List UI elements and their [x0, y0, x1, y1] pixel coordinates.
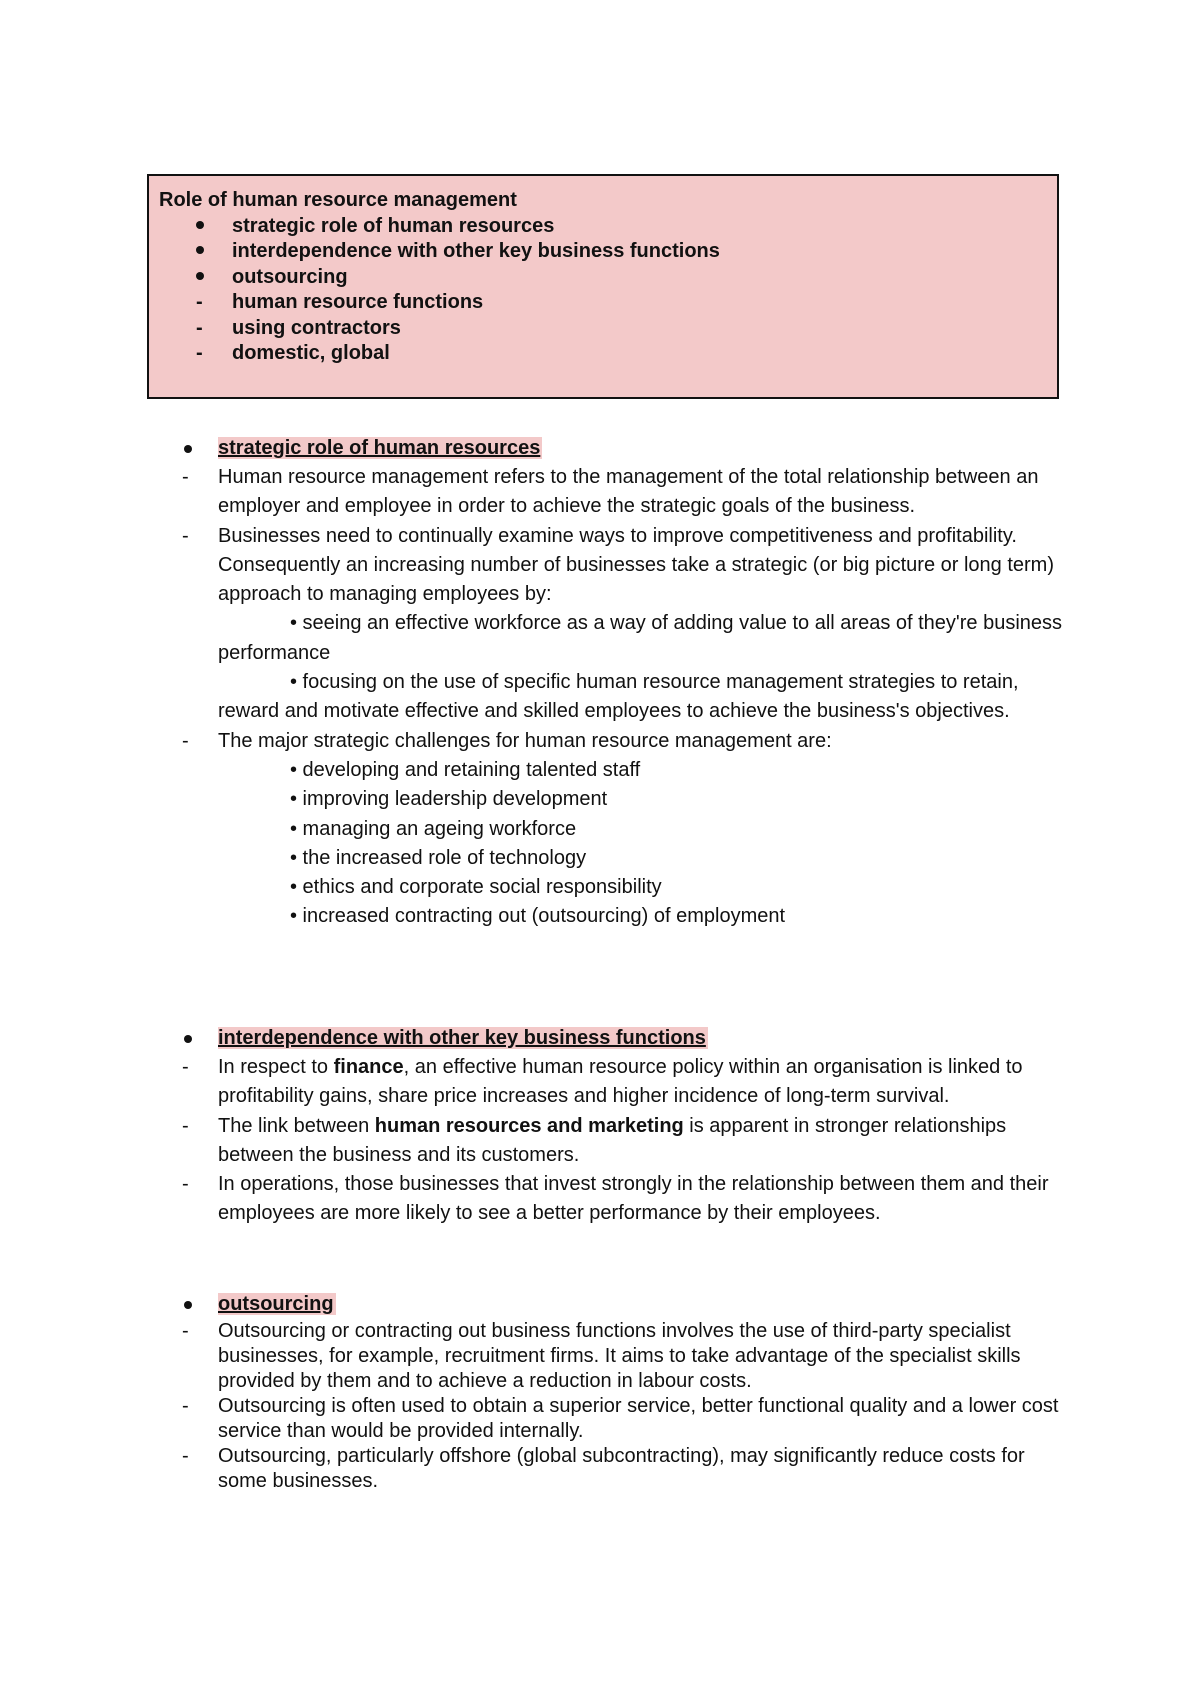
- bullet-icon: [184, 1301, 192, 1309]
- dash-icon: -: [182, 1173, 189, 1196]
- summary-item: strategic role of human resources: [159, 214, 1047, 240]
- section-heading: outsourcing: [0, 1290, 1200, 1319]
- dash-icon: -: [182, 1395, 189, 1417]
- summary-list: [159, 214, 1047, 367]
- summary-item: outsourcing: [159, 265, 1047, 291]
- bullet-icon: [196, 214, 204, 240]
- summary-item: - domestic, global: [159, 341, 1047, 367]
- dash-icon: -: [196, 316, 203, 339]
- dash-icon: -: [182, 1056, 189, 1078]
- challenge-item: • ethics and corporate social responsibility: [290, 876, 662, 899]
- paragraph: - The link between human resources and marketing is apparent in stronger relationships between the business and its customers.: [0, 1112, 1073, 1171]
- bullet-icon: [184, 445, 192, 453]
- summary-item: - using contractors: [159, 316, 1047, 342]
- dash-icon: -: [182, 466, 189, 488]
- section-outsourcing: [0, 1290, 1200, 1494]
- sub-paragraph: • seeing an effective workforce as a way of adding value to all areas of they're business performance: [218, 612, 1063, 664]
- paragraph: - In respect to finance, an effective human resource policy within an organisation is linked to profitability gains, share price increases and higher incidence of long-term survival.: [0, 1053, 1073, 1112]
- paragraph: - The major strategic challenges for human resource management are:: [0, 727, 1073, 756]
- paragraph: - Human resource management refers to the management of the total relationship between an employer and employee in order to achieve the strategic goals of the business.: [0, 463, 1073, 522]
- challenge-item: • managing an ageing workforce: [290, 817, 577, 840]
- paragraph: - Outsourcing, particularly offshore (global subcontracting), may significantly reduce costs for some businesses.: [182, 1445, 1025, 1492]
- bullet-icon: [196, 265, 204, 291]
- challenge-item: • the increased role of technology: [290, 846, 587, 869]
- paragraph: - Outsourcing or contracting out business functions involves the use of third-party specialist businesses, for example, recruitment firms. It aims to take advantage of the specialist skills provided by them and to achieve a reduction in labour costs.: [182, 1320, 1021, 1392]
- dash-icon: -: [182, 729, 189, 752]
- bullet-icon: [196, 239, 204, 265]
- dash-icon: -: [196, 291, 203, 313]
- bullet-icon: [184, 1035, 192, 1043]
- sub-paragraph: • focusing on the use of specific human resource management strategies to retain, reward and motivate effective and skilled employees to achieve the business's objectives.: [218, 671, 1019, 723]
- dash-icon: -: [182, 524, 189, 547]
- dash-icon: -: [196, 342, 203, 364]
- section-strategic-role: [0, 434, 1200, 932]
- paragraph: - Businesses need to continually examine ways to improve competitiveness and profitability. Consequently an increasing number of businesses take a strategic (or big picture or long term) approach to managing employees by:: [0, 522, 1073, 610]
- challenge-item: • increased contracting out (outsourcing) of employment: [290, 905, 786, 928]
- section-heading: strategic role of human resources: [0, 434, 1200, 463]
- summary-title: Role of human resource management: [159, 189, 517, 211]
- summary-item: - human resource functions: [159, 290, 1047, 316]
- dash-icon: -: [182, 1320, 189, 1342]
- section-heading: interdependence with other key business functions: [0, 1024, 1200, 1053]
- dash-icon: -: [182, 1114, 189, 1137]
- paragraph: - In operations, those businesses that invest strongly in the relationship between them and their employees are more likely to see a better performance by their employees.: [0, 1170, 1073, 1229]
- challenge-item: • developing and retaining talented staff: [290, 758, 641, 781]
- paragraph: - Outsourcing is often used to obtain a superior service, better functional quality and a lower cost service than would be provided internally.: [182, 1395, 1059, 1442]
- section-interdependence: [0, 1024, 1200, 1229]
- summary-item: interdependence with other key business functions: [159, 239, 1047, 265]
- dash-icon: -: [182, 1445, 189, 1467]
- challenge-item: • improving leadership development: [290, 788, 608, 811]
- summary-box: [147, 174, 1059, 399]
